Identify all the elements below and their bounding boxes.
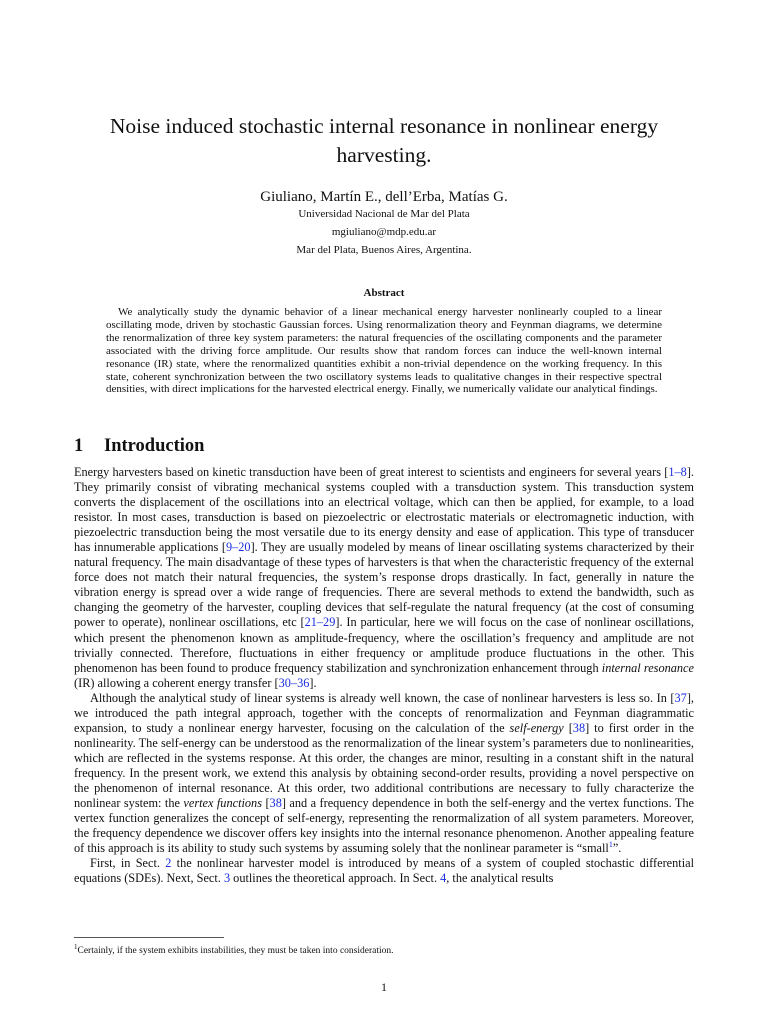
footnote-divider: [74, 937, 224, 938]
paragraph-2: Although the analytical study of linear systems is already well known, the case of nonlinear harvesters is less so. In [37], we introduced the path integral approach, together with the concepts of renormalization and Feynman diagrammatic expansion, to study a nonlinear energy harvester, focusing on the calculation of the self-energy [38] to first order in the nonlinearity. The self-energy can be understood as the renormalization of the linear system’s parameters due to nonlinearities, which are reflected in the systems response. At this order, the changes are minor, resulting in a constant shift in the natural frequency. In the present work, we extend this analysis by obtaining second-order results, providing a novel perspective on the phenomenon of internal resonance. At this order, two additional contributions are necessary to fully characterize the nonlinear system: the vertex functions [38] and a frequency dependence in both the self-energy and the vertex functions. The vertex function generalizes the concept of self-energy, representing the renormalization of all system parameters. Moreover, the frequency dependence we discover offers key insights into the internal resonance phenomenon. Another appealing feature of this approach is its ability to study such systems by assuming solely that the nonlinear parameter is “small$^1$”.: [74, 690, 695, 856]
section-link[interactable]: 3: [223, 871, 231, 886]
citation-link[interactable]: 38: [269, 796, 282, 811]
paragraph-3: First, in Sect. 2 the nonlinear harvester model is introduced by means of a system of coupled stochastic differential equations (SDEs). Next, Sect. 3 outlines the theoretical approach. In Sect. 4, the analytical results: [74, 856, 694, 886]
abstract-text: We analytically study the dynamic behavior of a linear mechanical energy harvester nonlinearly coupled to a linear oscillating mode, driven by stochastic Gaussian forces. Using renormalization theory and Feynman diagrams, we determine the renormalization of three key system parameters: the natural frequencies of the oscillating components and the parameter associated with the driving force amplitude. Our results show that random forces can induce the well-known internal resonance (IR) state, where the renormalized quantities exhibit a non-trivial dependence on the working frequency. In this state, coherent synchronization between the two oscillatory systems leads to qualitative changes in their respective spectral densities, with direct implications for the harvested electrical energy. Finally, we numerically validate our analytical findings.: [106, 306, 662, 396]
emphasis: vertex functions: [183, 796, 262, 811]
emphasis: internal resonance: [601, 660, 694, 675]
author-email[interactable]: mgiuliano@mdp.edu.ar: [331, 226, 437, 238]
citation-link[interactable]: 1–8: [668, 465, 687, 479]
affiliation: Universidad Nacional de Mar del Plata: [298, 208, 470, 220]
section-number: 1: [74, 436, 84, 456]
footnote-text: Certainly, if the system exhibits instabilities, they must be taken into consideration.: [77, 946, 394, 957]
section-link[interactable]: 2: [165, 856, 172, 871]
section-link[interactable]: 4: [440, 871, 447, 886]
citation-link[interactable]: 9–20: [225, 540, 251, 555]
footnote-marker[interactable]: 1: [608, 840, 613, 850]
citation-link[interactable]: 37: [674, 690, 687, 705]
section-heading: [74, 434, 204, 458]
footnote: [74, 941, 694, 957]
emphasis: self-energy: [509, 720, 564, 735]
paper-title: Noise induced stochastic internal resonance in nonlinear energy harvesting.: [109, 114, 659, 167]
page-number: 1: [381, 980, 387, 994]
body-text: [74, 465, 694, 886]
section-title: Introduction: [104, 436, 205, 456]
footnote-mark: 1: [74, 943, 78, 951]
location: Mar del Plata, Buenos Aires, Argentina.: [296, 244, 472, 256]
author-list: Giuliano, Martín E., dell’Erba, Matías G.: [260, 189, 508, 205]
paragraph-1: Energy harvesters based on kinetic transduction have been of great interest to scientists and engineers for several years [1–8]. They primarily consist of vibrating mechanical systems coupled with a transduction system. This transduction system converts the displacement of the oscillations into an electrical voltage, which can then be applied, for example, to a load resistor. In most cases, transduction is based on piezoelectric or electrostatic materials or electromagnetic induction, with piezoelectric transduction being the most versatile due to its energy density and ease of application. This type of transducer has innumerable applications [9–20]. They are usually modeled by means of linear oscillating systems characterized by their natural frequency. The main disadvantage of these types of harvesters is that when the characteristic frequency of the external force does not match their natural frequencies, the system’s response drops drastically. In fact, generally in nature the vibration energy is spread over a wide range of frequencies. There are several methods to extend the bandwidth, such as changing the geometry of the harvester, coupling devices that self-regulate the natural frequency (at the cost of consuming power to operate), nonlinear oscillations, etc [21–29]. In particular, here we will focus on the case of nonlinear oscillations, which present the phenomenon known as amplitude-frequency, where the oscillation’s frequency and amplitude are not trivially connected. Therefore, fluctuations in either frequency or amplitude produce fluctuations in the other. This phenomenon has been found to produce frequency stabilization and synchronization enhancement through internal resonance (IR) allowing a coherent energy transfer [30–36].: [74, 465, 695, 690]
citation-link[interactable]: 21–29: [304, 615, 336, 630]
abstract-heading: Abstract: [363, 287, 405, 299]
citation-link[interactable]: 38: [572, 720, 586, 735]
citation-link[interactable]: 30–36: [278, 675, 310, 690]
